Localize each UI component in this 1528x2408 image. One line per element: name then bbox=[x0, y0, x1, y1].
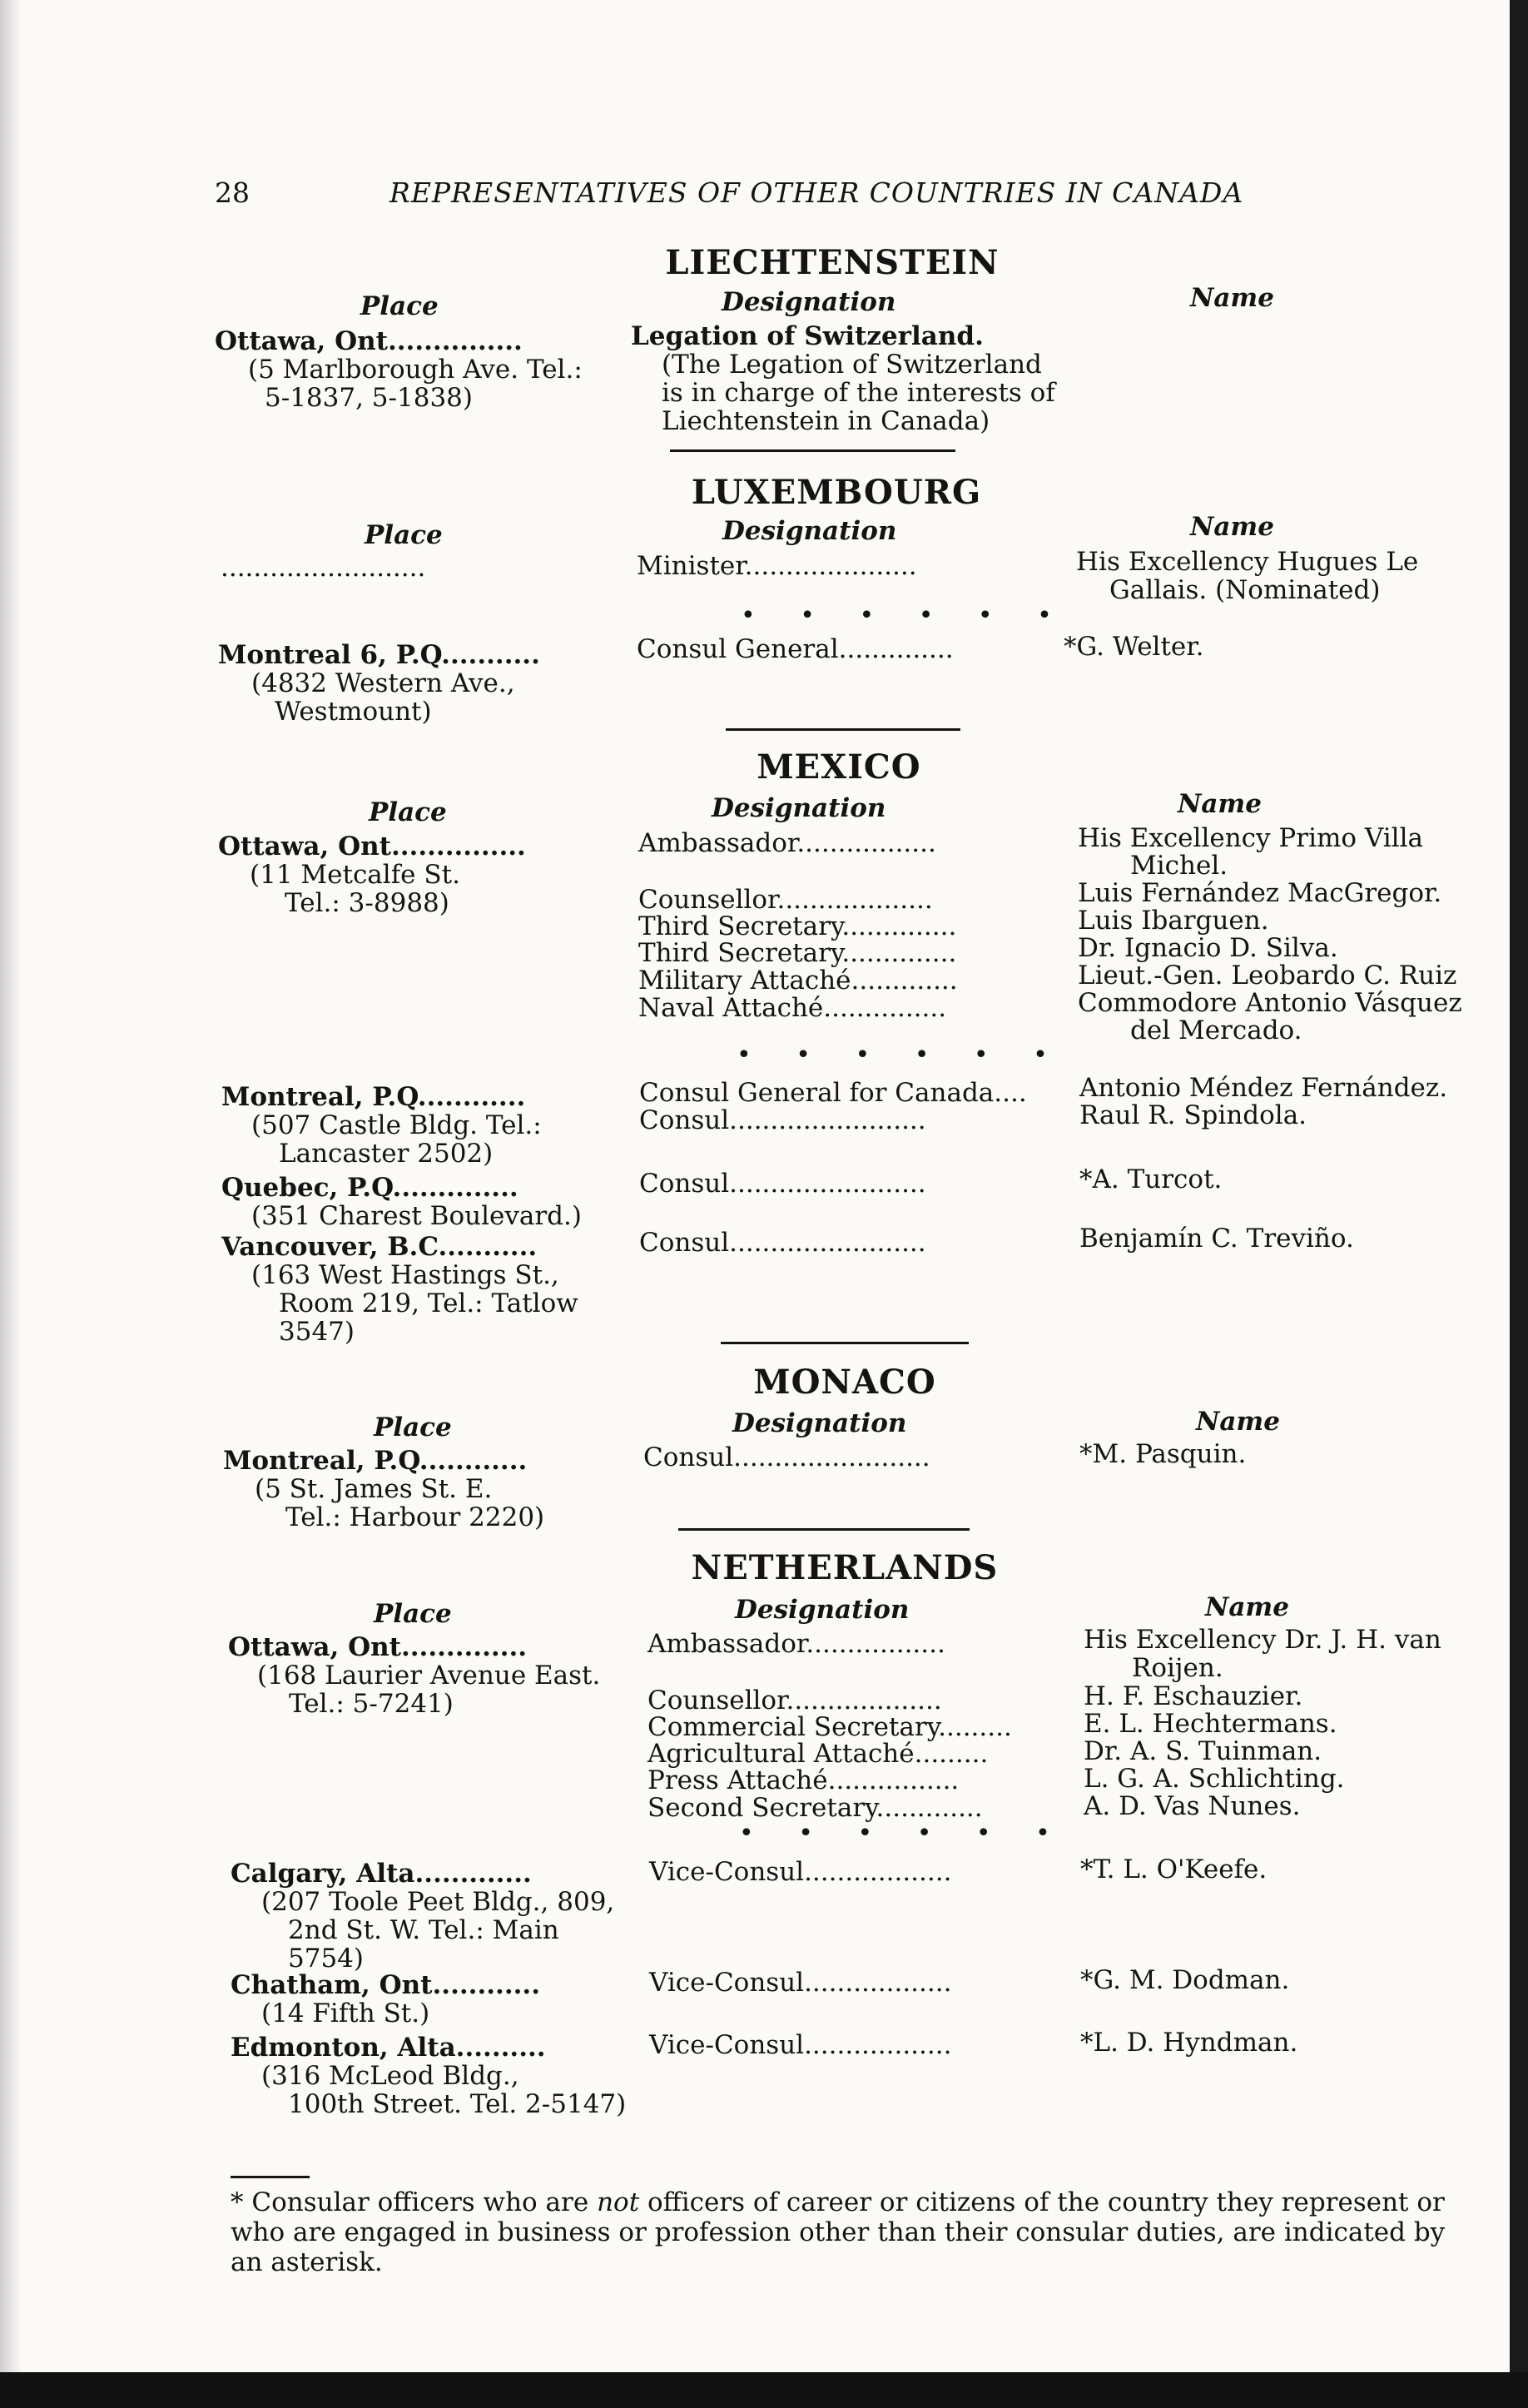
place-address: (14 Fifth St.) bbox=[261, 1998, 430, 2028]
place: Montreal, P.Q............ bbox=[223, 1446, 528, 1476]
section-rule bbox=[726, 728, 960, 731]
col-place-header: Place bbox=[374, 1413, 452, 1442]
col-name-header: Name bbox=[1196, 1407, 1280, 1437]
separator-dots: • • • • • • bbox=[741, 601, 1070, 630]
designation: Counsellor................... bbox=[638, 885, 933, 915]
section-rule bbox=[721, 1342, 969, 1344]
section-rule bbox=[678, 1528, 970, 1531]
designation: Consul General.............. bbox=[637, 634, 954, 664]
col-designation-header: Designation bbox=[722, 516, 897, 546]
designation: Consul........................ bbox=[639, 1228, 926, 1258]
name: L. G. A. Schlichting. bbox=[1084, 1764, 1345, 1794]
place: Chatham, Ont............ bbox=[231, 1970, 540, 2000]
designation: Military Attaché............. bbox=[638, 966, 958, 995]
place-address: (5 Marlborough Ave. Tel.: bbox=[248, 355, 583, 385]
designation: Third Secretary.............. bbox=[638, 938, 957, 968]
country-monaco: MONACO bbox=[753, 1363, 936, 1402]
name: Dr. Ignacio D. Silva. bbox=[1078, 933, 1338, 963]
name: *L. D. Hyndman. bbox=[1080, 2028, 1298, 2058]
col-place-header: Place bbox=[360, 291, 439, 321]
col-designation-header: Designation bbox=[722, 287, 896, 317]
designation: Vice-Consul.................. bbox=[649, 1968, 952, 1998]
col-name-header: Name bbox=[1190, 512, 1274, 542]
name: *G. Welter. bbox=[1064, 632, 1204, 662]
name: E. L. Hechtermans. bbox=[1084, 1709, 1337, 1739]
designation: Vice-Consul.................. bbox=[649, 1857, 952, 1887]
place-address: (5 St. James St. E. bbox=[255, 1474, 493, 1504]
name: Lieut.-Gen. Leobardo C. Ruiz bbox=[1078, 961, 1457, 991]
scan-edge-left bbox=[0, 0, 22, 2408]
place: Ottawa, Ont............... bbox=[218, 832, 526, 861]
designation: Press Attaché................ bbox=[647, 1765, 960, 1795]
designation: Ambassador................. bbox=[638, 828, 936, 858]
footnote-emphasis: not bbox=[597, 2187, 640, 2217]
designation: Minister..................... bbox=[637, 551, 917, 581]
designation: Legation of Switzerland. bbox=[631, 321, 984, 351]
designation: Second Secretary............. bbox=[647, 1793, 983, 1823]
name: Gallais. (Nominated) bbox=[1109, 575, 1381, 605]
place-address: 2nd St. W. Tel.: Main bbox=[288, 1915, 559, 1945]
place-address: (4832 Western Ave., bbox=[251, 668, 515, 698]
designation-note: is in charge of the interests of bbox=[662, 378, 1055, 408]
place: Montreal, P.Q............ bbox=[221, 1082, 526, 1112]
name: Raul R. Spindola. bbox=[1079, 1100, 1307, 1130]
place-address: Room 219, Tel.: Tatlow bbox=[279, 1288, 578, 1318]
place-address: 100th Street. Tel. 2-5147) bbox=[288, 2089, 627, 2119]
name: Commodore Antonio Vásquez bbox=[1078, 988, 1462, 1018]
place: Ottawa, Ont.............. bbox=[228, 1632, 528, 1662]
col-designation-header: Designation bbox=[712, 793, 886, 823]
place-address: (351 Charest Boulevard.) bbox=[251, 1201, 582, 1231]
designation-note: Liechtenstein in Canada) bbox=[662, 406, 990, 436]
name: *G. M. Dodman. bbox=[1080, 1965, 1290, 1995]
place: Edmonton, Alta.......... bbox=[231, 2033, 546, 2063]
place-address: Tel.: 5-7241) bbox=[289, 1689, 454, 1719]
col-name-header: Name bbox=[1205, 1592, 1289, 1622]
place-address: Lancaster 2502) bbox=[279, 1139, 494, 1169]
name: H. F. Eschauzier. bbox=[1084, 1681, 1303, 1711]
page-number: 28 bbox=[215, 176, 250, 209]
place: Quebec, P.Q.............. bbox=[221, 1173, 518, 1203]
name: *T. L. O'Keefe. bbox=[1080, 1854, 1268, 1884]
designation-note: (The Legation of Switzerland bbox=[662, 350, 1042, 380]
scan-edge-right bbox=[1510, 0, 1528, 2408]
designation: Consul........................ bbox=[639, 1169, 926, 1199]
place-address: Tel.: Harbour 2220) bbox=[285, 1502, 545, 1532]
place-address: (11 Metcalfe St. bbox=[250, 860, 460, 890]
name: His Excellency Dr. J. H. van bbox=[1084, 1625, 1441, 1655]
place-address: 3547) bbox=[279, 1317, 355, 1347]
country-liechtenstein: LIECHTENSTEIN bbox=[665, 243, 1000, 282]
designation: Consul General for Canada.... bbox=[639, 1078, 1027, 1108]
name: Antonio Méndez Fernández. bbox=[1079, 1073, 1448, 1103]
place-address: (163 West Hastings St., bbox=[251, 1260, 559, 1290]
name: del Mercado. bbox=[1130, 1015, 1302, 1045]
country-mexico: MEXICO bbox=[757, 747, 921, 787]
place-address: Westmount) bbox=[275, 697, 432, 727]
name: *A. Turcot. bbox=[1079, 1164, 1223, 1194]
footnote bbox=[231, 2187, 1462, 2277]
place-address: (207 Toole Peet Bldg., 809, bbox=[261, 1887, 615, 1917]
footnote-rule bbox=[231, 2176, 310, 2178]
place: Montreal 6, P.Q........... bbox=[218, 640, 540, 670]
scan-edge-bottom bbox=[0, 2372, 1528, 2408]
col-name-header: Name bbox=[1190, 283, 1274, 313]
separator-dots: • • • • • • bbox=[737, 1040, 1066, 1070]
col-name-header: Name bbox=[1178, 789, 1262, 819]
place: Ottawa, Ont............... bbox=[215, 326, 523, 356]
col-designation-header: Designation bbox=[732, 1408, 907, 1438]
name: *M. Pasquin. bbox=[1079, 1439, 1247, 1469]
designation: Consul........................ bbox=[643, 1442, 930, 1472]
designation: Agricultural Attaché......... bbox=[647, 1739, 989, 1769]
section-rule bbox=[670, 449, 955, 452]
name: His Excellency Primo Villa bbox=[1078, 823, 1423, 853]
place-address: 5-1837, 5-1838) bbox=[265, 383, 473, 413]
country-netherlands: NETHERLANDS bbox=[691, 1548, 999, 1587]
footnote-post: officers of career or citizens of the country they represent or who are engaged in business or profession other than their consular duties, are indicated by an asterisk. bbox=[231, 2187, 1446, 2277]
designation: Counsellor................... bbox=[647, 1686, 942, 1715]
col-place-header: Place bbox=[365, 520, 443, 550]
designation: Naval Attaché............... bbox=[638, 993, 947, 1023]
running-header bbox=[215, 176, 1313, 218]
designation: Commercial Secretary......... bbox=[647, 1712, 1012, 1742]
place-address: (316 McLeod Bldg., bbox=[261, 2061, 519, 2091]
place-address: (168 Laurier Avenue East. bbox=[257, 1661, 601, 1691]
place-address: (507 Castle Bldg. Tel.: bbox=[251, 1110, 542, 1140]
name: A. D. Vas Nunes. bbox=[1084, 1791, 1301, 1821]
place: Vancouver, B.C........... bbox=[221, 1232, 538, 1262]
designation: Vice-Consul.................. bbox=[649, 2030, 952, 2060]
place: Calgary, Alta............. bbox=[231, 1859, 532, 1889]
name: His Excellency Hugues Le bbox=[1076, 547, 1419, 577]
col-place-header: Place bbox=[374, 1599, 452, 1629]
name: Benjamín C. Treviño. bbox=[1079, 1224, 1354, 1254]
name: Luis Ibarguen. bbox=[1078, 906, 1269, 936]
footnote-pre: * Consular officers who are bbox=[231, 2187, 598, 2217]
separator-dots: • • • • • • bbox=[739, 1819, 1069, 1848]
country-luxembourg: LUXEMBOURG bbox=[691, 473, 982, 512]
designation: Third Secretary.............. bbox=[638, 911, 957, 941]
name: Roijen. bbox=[1132, 1653, 1223, 1683]
place: ......................... bbox=[221, 553, 426, 583]
designation: Consul........................ bbox=[639, 1105, 926, 1135]
running-title: REPRESENTATIVES OF OTHER COUNTRIES IN CANADA bbox=[389, 176, 1244, 209]
col-designation-header: Designation bbox=[735, 1595, 910, 1625]
designation: Ambassador................. bbox=[647, 1629, 945, 1659]
name: Dr. A. S. Tuinman. bbox=[1084, 1736, 1322, 1766]
place-address: 5754) bbox=[288, 1944, 364, 1974]
place-address: Tel.: 3-8988) bbox=[285, 888, 449, 918]
name: Michel. bbox=[1130, 851, 1228, 881]
col-place-header: Place bbox=[369, 797, 447, 827]
name: Luis Fernández MacGregor. bbox=[1078, 878, 1442, 908]
